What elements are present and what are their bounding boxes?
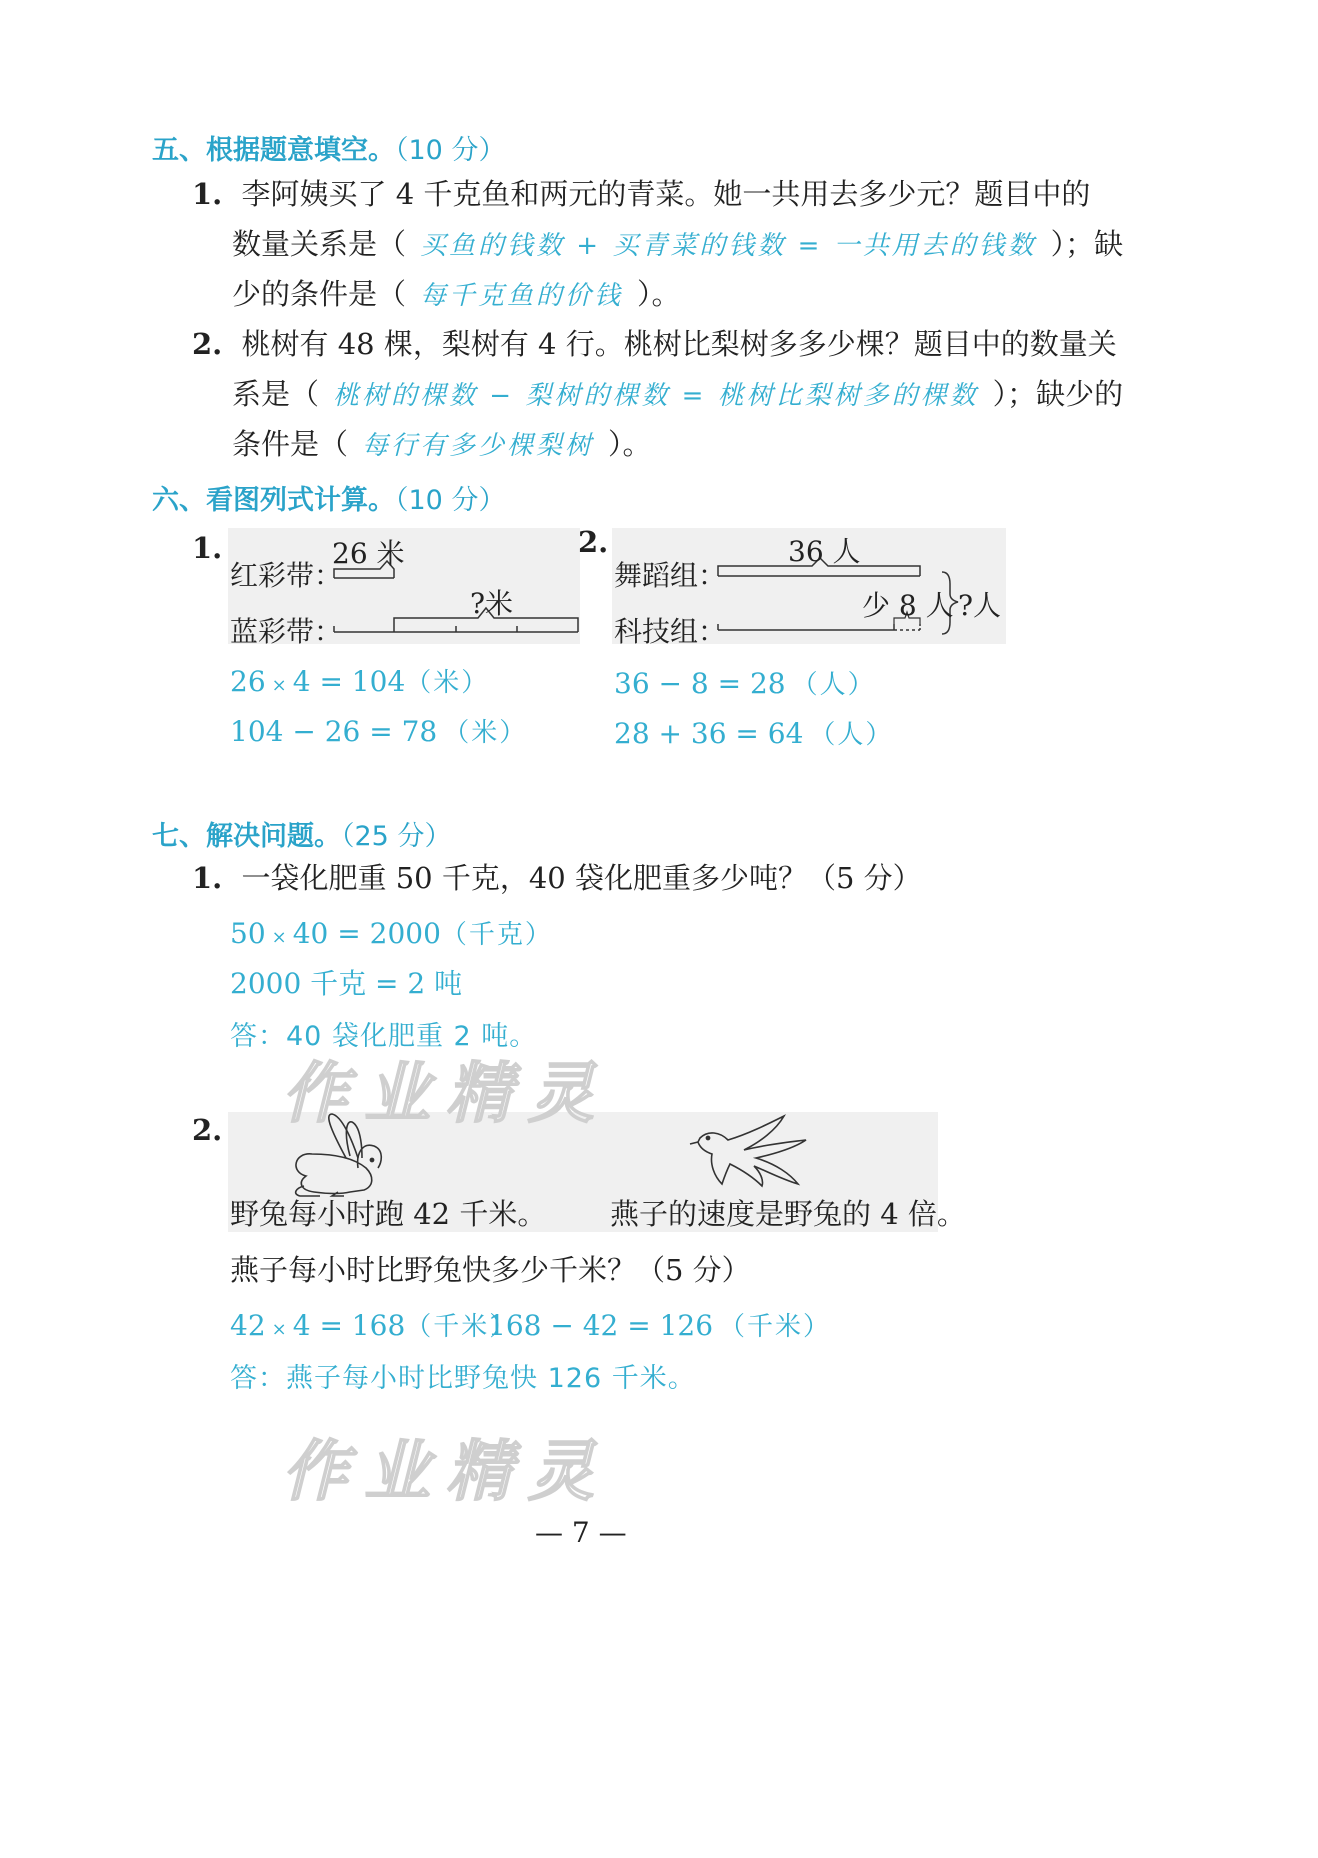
- section-7-heading: [152, 814, 451, 853]
- question-text: 李阿姨买了 4 千克鱼和两元的青菜。她一共用去多少元？题目中的: [241, 177, 1091, 211]
- section-title: 七、解决问题。: [152, 821, 341, 852]
- section-title: 五、根据题意填空。: [152, 135, 395, 166]
- question-text: 一袋化肥重 50 千克，40 袋化肥重多少吨？（5 分）: [241, 861, 922, 895]
- s6-q2-calc2: 28 + 36 = 64 （人）: [614, 717, 894, 750]
- red-ribbon-length: 26 米: [332, 537, 405, 570]
- rabbit-caption: 野兔每小时跑 42 千米。: [230, 1197, 547, 1231]
- section-points: （10 分）: [395, 485, 506, 516]
- tech-group-less: 少 8 人: [862, 589, 954, 622]
- s5-q2-line1: [192, 327, 1117, 361]
- s6-q1-calc2: 104 − 26 = 78 （米）: [230, 715, 528, 748]
- watermark: 作业精灵: [282, 1055, 610, 1132]
- s7-q2-calc1: 42 × 4 = 168（千米）: [230, 1309, 518, 1342]
- s5-q1-line3: 少的条件是（ 每千克鱼的价钱 ）。: [232, 277, 681, 311]
- s7-q1-calc2: 2000 千克 = 2 吨: [230, 967, 463, 1000]
- question-number: 1.: [192, 861, 223, 895]
- section-points: （25 分）: [341, 821, 452, 852]
- page-number: — 7 —: [535, 1516, 627, 1549]
- swallow-caption: 燕子的速度是野兔的 4 倍。: [610, 1197, 966, 1231]
- missing-condition-answer: 每千克鱼的价钱: [420, 281, 624, 311]
- s7-q2-number: 2.: [192, 1113, 223, 1147]
- s7-q2-answer: 答：燕子每小时比野兔快 126 千米。: [230, 1363, 696, 1394]
- watermark: 作业精灵: [282, 1433, 610, 1510]
- dance-group-count: 36 人: [788, 535, 861, 568]
- group-diagram: [612, 528, 1006, 648]
- relation-answer: 买鱼的钱数 + 买青菜的钱数 = 一共用去的钱数: [420, 231, 1037, 261]
- relation-answer: 桃树的棵数 − 梨树的棵数 = 桃树比梨树多的棵数: [333, 381, 979, 411]
- s6-q2-number: 2.: [578, 525, 609, 559]
- section-6-heading: [152, 478, 505, 517]
- s7-q1-answer: 答：40 袋化肥重 2 吨。: [230, 1021, 538, 1052]
- missing-condition-answer: 每行有多少棵梨树: [362, 431, 595, 461]
- question-number: 2.: [192, 327, 223, 361]
- s5-q1-line2: 数量关系是（ 买鱼的钱数 + 买青菜的钱数 = 一共用去的钱数 ）；缺: [232, 227, 1124, 261]
- question-text: 桃树有 48 棵，梨树有 4 行。桃树比梨树多多少棵？题目中的数量关: [241, 327, 1117, 361]
- s5-q2-line3: 条件是（ 每行有多少棵梨树 ）。: [232, 427, 652, 461]
- s7-q2-calc2: 168 − 42 = 126 （千米）: [488, 1309, 832, 1342]
- section-title: 六、看图列式计算。: [152, 485, 395, 516]
- blue-ribbon-unknown: ?米: [470, 587, 514, 620]
- dance-group-label: 舞蹈组：: [614, 559, 727, 592]
- tech-group-label: 科技组：: [614, 615, 727, 648]
- red-ribbon-label: 红彩带：: [230, 559, 343, 592]
- s6-q1-calc1: 26 × 4 = 104（米）: [230, 665, 490, 698]
- s6-q1-number: 1.: [192, 531, 223, 565]
- question-number: 1.: [192, 177, 223, 211]
- swallow-icon: [690, 1116, 806, 1186]
- total-unknown: ?人: [958, 589, 1002, 622]
- s7-q2-question: 燕子每小时比野兔快多少千米？（5 分）: [230, 1253, 751, 1287]
- section-5-heading: [152, 128, 505, 167]
- s5-q1-line1: [192, 177, 1091, 211]
- s7-q1-calc1: 50 × 40 = 2000（千克）: [230, 917, 553, 950]
- s6-q2-calc1: 36 − 8 = 28 （人）: [614, 667, 876, 700]
- s5-q2-line2: 系是（ 桃树的棵数 − 梨树的棵数 = 桃树比梨树多的棵数 ）；缺少的: [232, 377, 1124, 411]
- ribbon-diagram: [228, 528, 580, 648]
- s7-q1-text: [192, 861, 922, 895]
- section-points: （10 分）: [395, 135, 506, 166]
- blue-ribbon-label: 蓝彩带：: [230, 615, 343, 648]
